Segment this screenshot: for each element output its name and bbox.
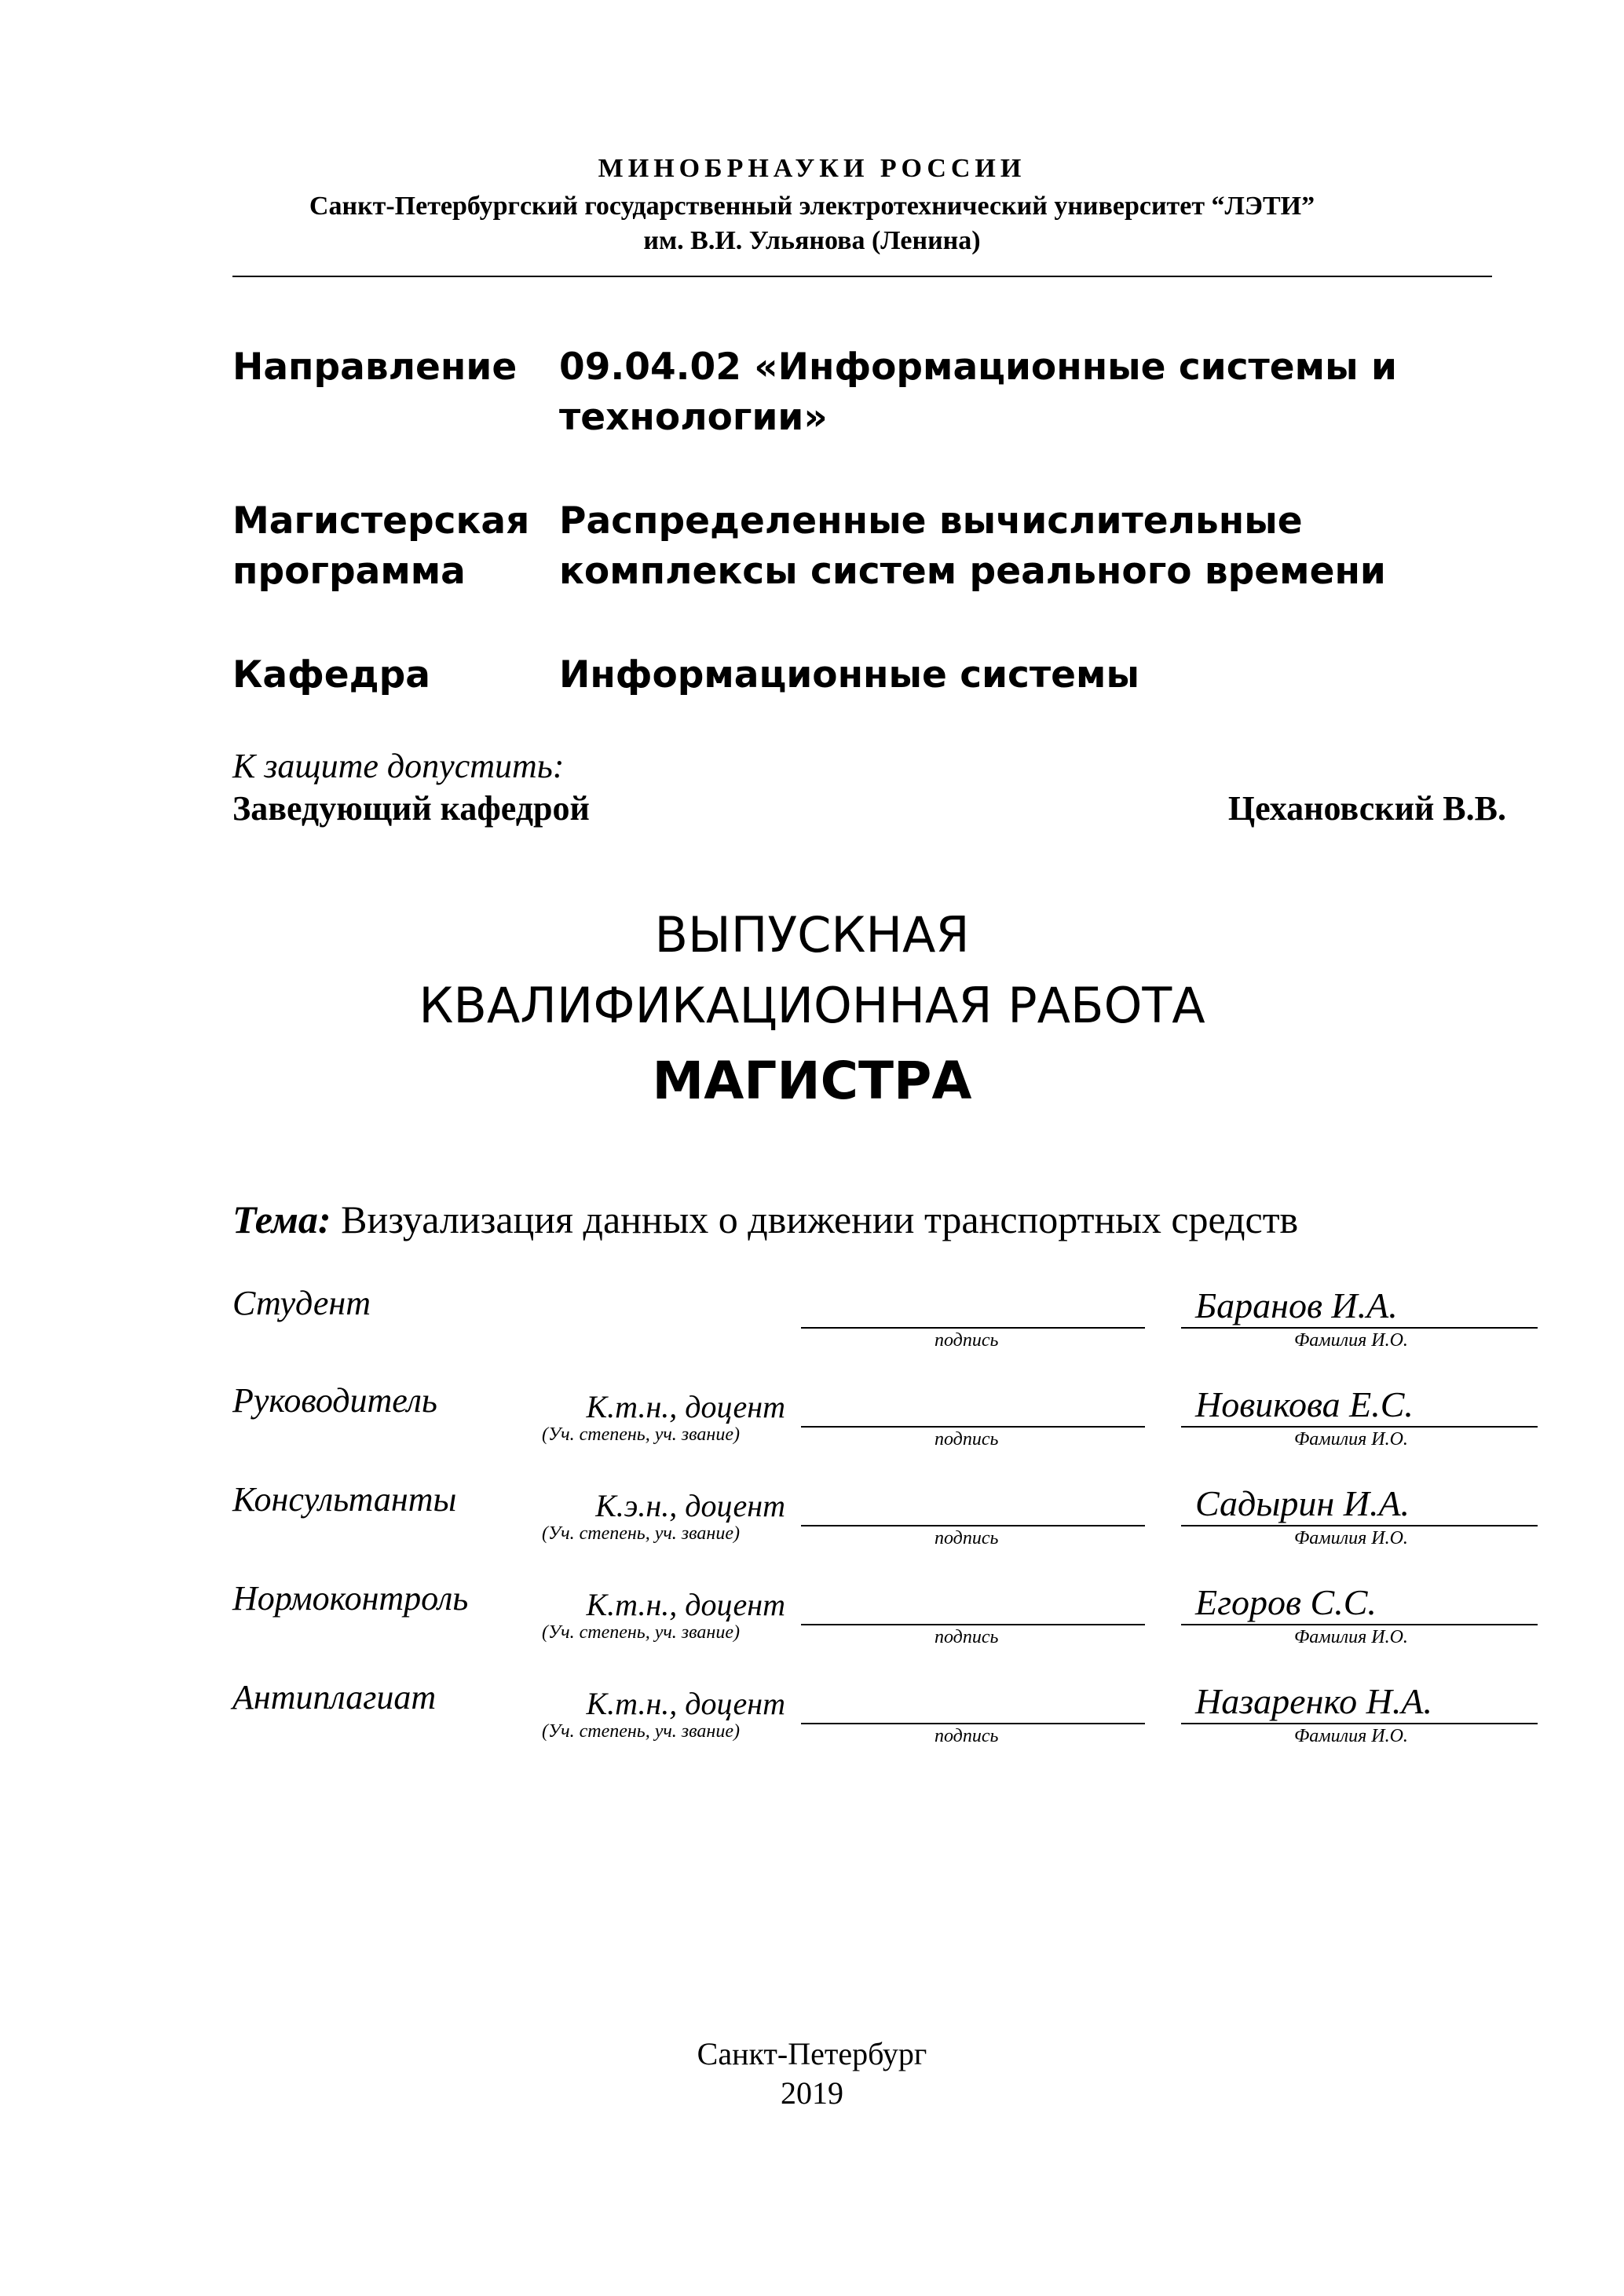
signature-caption: подпись	[935, 1330, 999, 1351]
name-caption: Фамилия И.О.	[1294, 1528, 1408, 1548]
degree-caption: (Уч. степень, уч. звание)	[542, 1721, 740, 1742]
signature-line	[801, 1327, 1145, 1329]
department-value: Информационные системы	[559, 653, 1139, 696]
name-caption: Фамилия И.О.	[1294, 1429, 1408, 1450]
signature-caption: подпись	[935, 1627, 999, 1647]
topic	[232, 1197, 1298, 1242]
program-value-line2: комплексы систем реального времени	[559, 550, 1386, 593]
work-title-line2: КВАЛИФИКАЦИОННАЯ РАБОТА	[419, 977, 1205, 1034]
signature-person-name: Новикова Е.С.	[1195, 1384, 1414, 1424]
university-name: Санкт-Петербургский государственный электротехнический университет “ЛЭТИ”	[309, 192, 1315, 221]
name-caption: Фамилия И.О.	[1294, 1726, 1408, 1746]
university-named-after: им. В.И. Ульянова (Ленина)	[643, 226, 981, 255]
signature-person-name: Баранов И.А.	[1195, 1285, 1398, 1325]
direction-value-line1: 09.04.02 «Информационные системы и	[559, 345, 1397, 389]
signature-role: Антиплагиат	[232, 1678, 437, 1717]
name-line	[1181, 1327, 1538, 1329]
topic-label: Тема:	[232, 1197, 331, 1241]
work-title-line1: ВЫПУСКНАЯ	[654, 906, 970, 963]
signature-line	[801, 1426, 1145, 1428]
program-label-line2: программа	[232, 550, 466, 593]
head-of-department-label: Заведующий кафедрой	[232, 789, 590, 828]
name-line	[1181, 1525, 1538, 1526]
signature-caption: подпись	[935, 1726, 999, 1746]
name-line	[1181, 1624, 1538, 1625]
footer-city: Санкт-Петербург	[697, 2036, 927, 2071]
name-caption: Фамилия И.О.	[1294, 1330, 1408, 1351]
ministry-heading: МИНОБРНАУКИ РОССИИ	[598, 154, 1026, 183]
footer-year: 2019	[781, 2075, 843, 2111]
signature-degree: К.т.н., доцент	[586, 1389, 785, 1424]
signature-line	[801, 1525, 1145, 1526]
signature-role: Студент	[232, 1284, 371, 1322]
name-line	[1181, 1723, 1538, 1724]
admission-text: К защите допустить:	[232, 747, 565, 785]
head-of-department-name: Цехановский В.В.	[1227, 789, 1506, 828]
department-label: Кафедра	[232, 653, 430, 696]
signature-role: Нормоконтроль	[232, 1579, 469, 1618]
name-caption: Фамилия И.О.	[1294, 1627, 1408, 1647]
name-line	[1181, 1426, 1538, 1428]
signature-line	[801, 1723, 1145, 1724]
program-label-line1: Магистерская	[232, 499, 530, 543]
header-divider	[232, 276, 1492, 277]
signature-person-name: Назаренко Н.А.	[1195, 1681, 1432, 1721]
degree-caption: (Уч. степень, уч. звание)	[542, 1424, 740, 1445]
signature-caption: подпись	[935, 1528, 999, 1548]
work-title-degree: МАГИСТРА	[652, 1051, 972, 1111]
signature-person-name: Егоров С.С.	[1195, 1582, 1377, 1622]
signature-role: Консультанты	[232, 1480, 457, 1519]
signature-degree: К.т.н., доцент	[586, 1686, 785, 1721]
degree-caption: (Уч. степень, уч. звание)	[542, 1523, 740, 1544]
direction-label: Направление	[232, 345, 518, 389]
program-value-line1: Распределенные вычислительные	[559, 499, 1303, 543]
direction-value-line2: технологии»	[559, 396, 828, 439]
signature-degree: К.э.н., доцент	[595, 1488, 785, 1523]
signature-caption: подпись	[935, 1429, 999, 1450]
topic-value: Визуализация данных о движении транспортных средств	[341, 1197, 1299, 1241]
signature-degree: К.т.н., доцент	[586, 1587, 785, 1622]
signature-line	[801, 1624, 1145, 1625]
signature-person-name: Садырин И.А.	[1195, 1483, 1410, 1523]
degree-caption: (Уч. степень, уч. звание)	[542, 1622, 740, 1643]
signature-role: Руководитель	[232, 1381, 437, 1420]
